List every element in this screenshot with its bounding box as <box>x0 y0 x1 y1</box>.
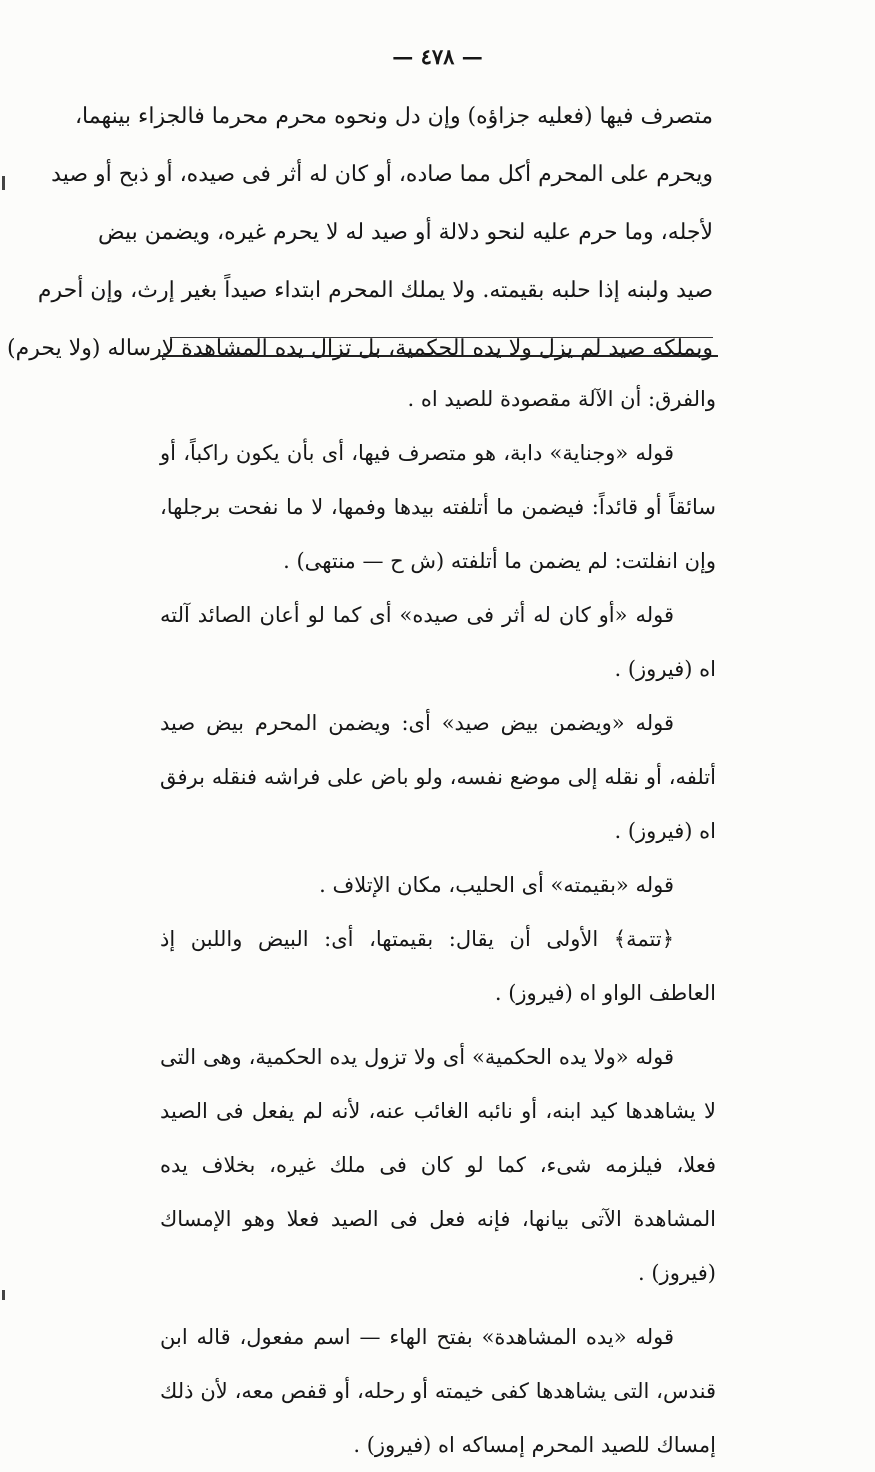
main-line: وبملكه صيد لم يزل ولا يده الحكمية، بل تزال يده المشاهدة لإرساله (ولا يحرم) <box>7 336 713 361</box>
footnote-paragraph: والفرق: أن الآلة مقصودة للصيد اه . <box>407 387 716 411</box>
main-line: صيد ولبنه إذا حلبه بقيمته. ولا يملك المحرم ابتداء صيداً بغير إرث، وإن أحرم <box>37 278 713 303</box>
footnote-paragraph: قوله «ولا يده الحكمية» أى ولا تزول يده الحكمية، وهى التى لا يشاهدها كيد ابنه، أو نائبه الغائب عنه، لأنه لم يفعل فى الصيد فعلا، فيلزمه شىء، كما لو كان فى ملك غيره، بخلاف يده المشاهدة الآتى بيانها، فإنه فعل فى الصيد فعلا وهو الإمساك (فيروز) . <box>160 1045 716 1285</box>
underline-rule <box>170 337 713 338</box>
scan-edge-mark <box>2 176 5 190</box>
main-line: لأجله، وما حرم عليه لنحو دلالة أو صيد له لا يحرم غيره، ويضمن بيض <box>98 220 713 245</box>
main-line: ويحرم على المحرم أكل مما صاده، أو كان له أثر فى صيده، أو ذبح أو صيد <box>51 162 713 187</box>
footnote-paragraph: قوله «أو كان له أثر فى صيده» أى كما لو أعان الصائد آلته اه (فيروز) . <box>160 603 716 681</box>
page-number: — ٤٧٨ — <box>392 44 483 69</box>
footnote-paragraph: قوله «وجناية» دابة، هو متصرف فيها، أى بأن يكون راكباً، أو سائقاً أو قائداً: فيضمن ما أتلفته بيدها وفمها، لا ما نفحت برجلها، وإن انفلتت: لم يضمن ما أتلفته (ش ح — منتهى) . <box>160 441 716 573</box>
scan-edge-mark <box>2 1290 5 1300</box>
footnote-paragraph: قوله «بقيمته» أى الحليب، مكان الإتلاف . <box>319 873 674 897</box>
main-text <box>7 88 713 378</box>
separator-rule <box>158 355 718 357</box>
footnote-paragraph: قوله «يده المشاهدة» بفتح الهاء — اسم مفعول، قاله ابن قندس، التى يشاهدها كفى خيمته أو رحله، أو قفص معه، لأن ذلك إمساك للصيد المحرم إمساكه اه (فيروز) . <box>160 1325 716 1457</box>
footnote-paragraph: قوله «ويضمن بيض صيد» أى: ويضمن المحرم بيض صيد أتلفه، أو نقله إلى موضع نفسه، ولو باض على فراشه فنقله برفق اه (فيروز) . <box>160 711 716 843</box>
footnote-paragraph: ﴿تتمة﴾ الأولى أن يقال: بقيمتها، أى: البيض واللبن إذ العاطف الواو اه (فيروز) . <box>160 927 716 1005</box>
footnotes <box>160 372 716 1472</box>
main-line: متصرف فيها (فعليه جزاؤه) وإن دل ونحوه محرم محرما فالجزاء بينهما، <box>74 104 713 129</box>
